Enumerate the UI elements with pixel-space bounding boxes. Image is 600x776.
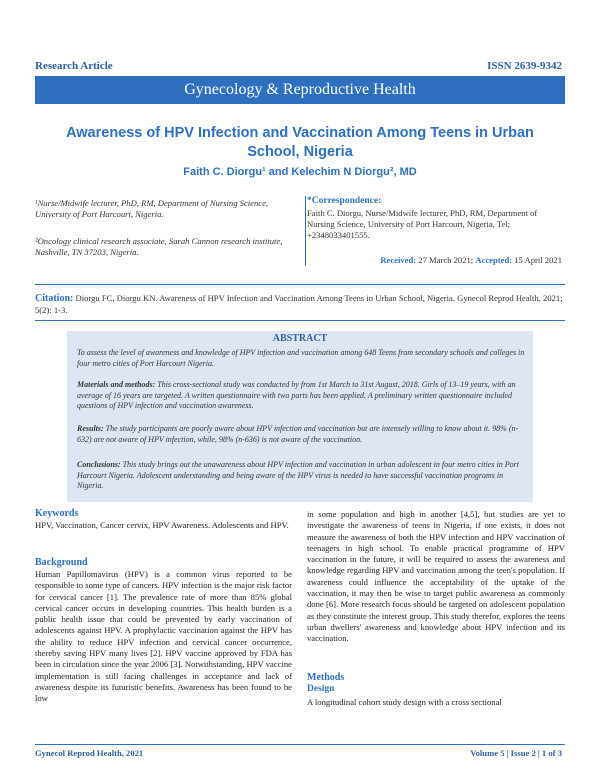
received-date: 27 March 2021;: [418, 255, 474, 265]
article-type: Research Article: [35, 60, 113, 72]
methods-text: This cross-sectional study was conducted by from 1st March to 31st August, 2018. Girls of 13–19 years, with an average of 16 years are targeted. A written questionnaire with two parts has been applied. A preliminary written questionnaire included questions of HPV infection and vaccination awareness.: [77, 380, 516, 411]
abstract-conclusions: [77, 460, 527, 492]
citation-text: Diorgu FC, Diorgu KN. Awareness of HPV Infection and Vaccination Among Teens in Urban School, Nigeria. Gynecol Reprod Health. 2021; 5(2): 1-3.: [35, 293, 563, 315]
background-text: Human Papillomavirus (HPV) is a common virus reported to be responsible to some type of cancers. HPV infection is the major risk factor for cervical cancer [1]. The prevalence rate of more than 85% global cervical cancer occurs in developing countries. This health burden is a public health issue that could be prevented by early vaccination of adolescents against HPV. A prophylactic vaccination against the HPV has the ability to reduce HPV infection and cervical cancer occurrence, thereby saving HPV many lives [2]. HPV vaccine approved by FDA has been in circulation since the year 2006 [3]. Notwithstanding, HPV vaccine implementation is still facing challenges in acceptance and lack of awareness despite its futuristic benefits. Awareness has been found to be low: [35, 569, 292, 704]
journal-banner: Gynecology & Reproductive Health: [35, 76, 565, 104]
footer-divider: [35, 744, 565, 745]
methods-heading: Methods: [307, 672, 345, 683]
footer-page: Volume 5 | Issue 2 | 1 of 3: [470, 748, 562, 758]
divider-top: [35, 284, 565, 285]
abstract-intro: To assess the level of awareness and knowledge of HPV infection and vaccination among 648 Teens from secondary schools and colleges in four metro cities of Port Harcourt Nigeria.: [77, 348, 525, 368]
methods-label: Materials and methods:: [77, 380, 156, 389]
citation-label: Citation:: [35, 293, 74, 304]
conclusions-label: Conclusions:: [77, 460, 121, 469]
background-heading: Background: [35, 557, 88, 568]
authors: Faith C. Diorgu¹ and Kelechim N Diorgu², MD: [183, 166, 417, 178]
right-column-text: in some population and high in another [4,5], but studies are yet to investigate the awareness of teens in Nigeria, if one exists, it does not measure the awareness of both the HPV infection and HPV vaccination of teenagers in high school. To enable practical programme of HPV vaccination in the future, it will be required to assess the awareness and knowledge regarding HPV and vaccination among the teen's population. If awareness could influence the acceptability of the uptake of the vaccination, it may then be wise to target public awareness as commonly done [6]. More research focus should be targeted on adolescent population as they constitute the interest group. This study therefor, explores the teens urban dwellers' awareness and knowledge about HPV infection and its vaccination.: [307, 509, 565, 644]
keywords-text: HPV, Vaccination, Cancer cervix, HPV Awareness. Adolescents and HPV.: [35, 520, 289, 530]
dates: [380, 255, 562, 265]
correspondence-label: *Correspondence:: [307, 196, 382, 206]
results-text: The study participants are poorly aware about HPV infection and vaccination but are intensely willing to know about it. 98% (n-632) are not aware of HPV infection, while, 98% (n-636) is not aware of the vaccination.: [77, 424, 519, 444]
accepted-date: 15 April 2021: [514, 255, 562, 265]
keywords-heading: Keywords: [35, 508, 79, 519]
citation: [35, 293, 565, 316]
footer-journal: Gynecol Reprod Health, 2021: [35, 748, 144, 758]
paper-title: Awareness of HPV Infection and Vaccination Among Teens in Urban School, Nigeria: [66, 125, 534, 160]
correspondence-divider: [305, 196, 306, 266]
received-label: Received:: [380, 255, 417, 265]
issn: ISSN 2639-9342: [487, 60, 562, 72]
conclusions-text: This study brings out the unawareness about HPV infection and vaccination in urban adolescent in four metro cities in Port Harcourt Nigeria. Adolescent understanding and being aware of the HPV virus is needed to have successful vaccination programs in Nigeria.: [77, 460, 519, 491]
abstract-methods: [77, 380, 527, 412]
affiliation-1: ¹Nurse/Midwife lecturer, PhD, RM, Department of Nursing Science, University of Port Harcourt, Nigeria.: [35, 198, 269, 219]
divider-bottom: [35, 320, 565, 321]
results-label: Results:: [77, 424, 104, 433]
accepted-label: Accepted:: [475, 255, 513, 265]
abstract-results: [77, 424, 527, 445]
correspondence-text: Faith C. Diorgu, Nurse/Midwife lecturer, PhD, RM, Department of Nursing Science, University of Port Harcourt, Nigeria, Tel; +2348033401555.: [307, 208, 538, 241]
affiliation-2: ²Oncology clinical research associate, Sarah Cannon research institute, Nashville, TN 37203, Nigeria.: [35, 236, 283, 257]
design-text: A longitudinal cohort study design with a cross sectional: [307, 697, 502, 707]
abstract-heading: ABSTRACT: [272, 333, 328, 344]
design-heading: Design: [307, 684, 335, 694]
